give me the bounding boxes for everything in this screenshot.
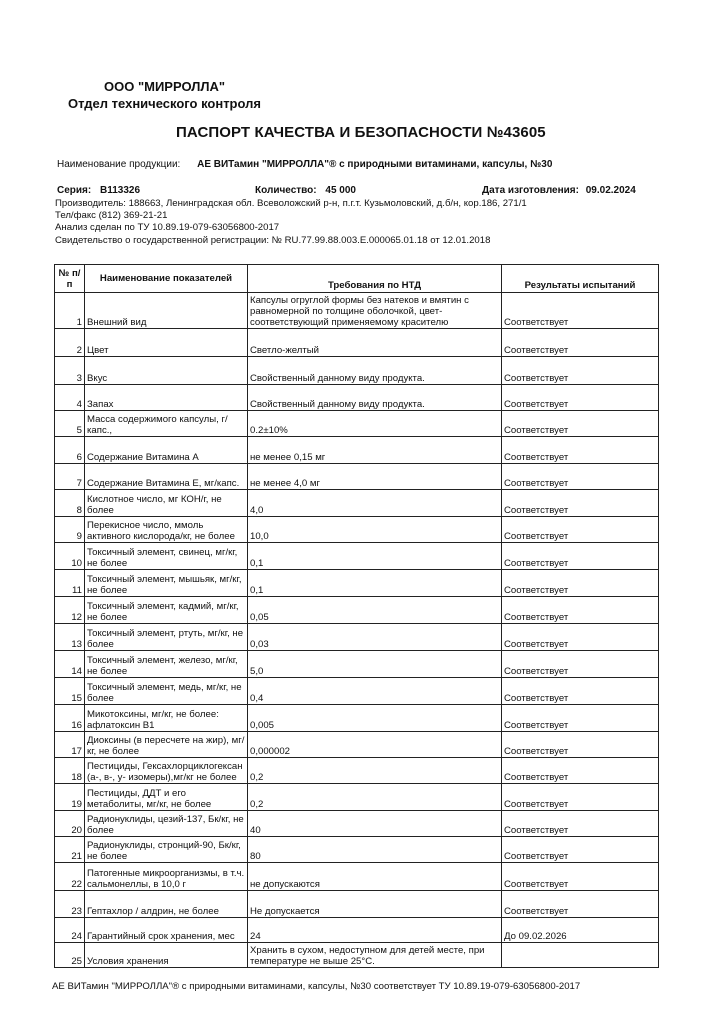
table-row — [55, 758, 659, 784]
row-indicator: Условия хранения — [85, 943, 248, 968]
product-label: Наименование продукции: — [57, 159, 181, 170]
header-result: Результаты испытаний — [502, 265, 659, 293]
row-result: Соответствует — [502, 385, 659, 411]
row-requirement: Не допускается — [248, 891, 502, 918]
table-row — [55, 464, 659, 490]
row-indicator: Запах — [85, 385, 248, 411]
row-result: Соответствует — [502, 758, 659, 784]
row-num: 15 — [55, 678, 85, 705]
row-requirement: 0.2±10% — [248, 411, 502, 437]
row-indicator: Токсичный элемент, кадмий, мг/кг, не более — [85, 597, 248, 624]
table-row — [55, 651, 659, 678]
date-value: 09.02.2024 — [585, 185, 636, 196]
row-result: Соответствует — [502, 837, 659, 863]
row-indicator: Кислотное число, мг КОН/г, не более — [85, 490, 248, 517]
analysis-info: Анализ сделан по ТУ 10.89.19-079-63056800-2017 — [55, 222, 280, 233]
table-row — [55, 437, 659, 464]
footer-statement: АЕ ВИТамин "МИРРОЛЛА"® с природными витаминами, капсулы, №30 соответствует ТУ 10.89.19-079-63056800-2017 — [52, 981, 581, 992]
row-requirement: 0,1 — [248, 543, 502, 570]
row-indicator: Содержание Витамина Е, мг/капс. — [85, 464, 248, 490]
row-indicator: Токсичный элемент, мышьяк, мг/кг, не более — [85, 570, 248, 597]
row-result: Соответствует — [502, 651, 659, 678]
row-num: 5 — [55, 411, 85, 437]
row-indicator: Перекисное число, ммоль активного кислорода/кг, не более — [85, 517, 248, 543]
row-num: 13 — [55, 624, 85, 651]
row-num: 17 — [55, 732, 85, 758]
row-num: 2 — [55, 329, 85, 357]
table-row — [55, 490, 659, 517]
manufacturer-info: Производитель: 188663, Ленинградская обл. Всеволожский р-н, п.г.т. Кузьмоловский, д.б/н, кор.186, 271/1 — [55, 198, 527, 209]
row-result: До 09.02.2026 — [502, 918, 659, 943]
row-num: 6 — [55, 437, 85, 464]
row-indicator: Пестициды, ДДТ и его метаболиты, мг/кг, не более — [85, 784, 248, 811]
row-requirement: Капсулы огруглой формы без натеков и вмятин с равномерной по толщине оболочкой, цвет-соответствующий применяемому красителю — [248, 293, 502, 329]
row-result: Соответствует — [502, 811, 659, 837]
row-num: 25 — [55, 943, 85, 968]
row-requirement: 5,0 — [248, 651, 502, 678]
row-num: 24 — [55, 918, 85, 943]
row-result: Соответствует — [502, 624, 659, 651]
quality-table — [54, 264, 659, 968]
row-result: Соответствует — [502, 732, 659, 758]
row-result — [502, 943, 659, 968]
series-field — [57, 185, 140, 196]
table-row — [55, 837, 659, 863]
row-num: 3 — [55, 357, 85, 385]
table-row — [55, 597, 659, 624]
row-result: Соответствует — [502, 517, 659, 543]
row-result: Соответствует — [502, 357, 659, 385]
row-result: Соответствует — [502, 705, 659, 732]
page-title: ПАСПОРТ КАЧЕСТВА И БЕЗОПАСНОСТИ №43605 — [176, 124, 546, 141]
row-requirement: Светло-желтый — [248, 329, 502, 357]
row-indicator: Гарантийный срок хранения, мес — [85, 918, 248, 943]
org-name: ООО "МИРРОЛЛА" — [104, 79, 226, 94]
row-num: 22 — [55, 863, 85, 891]
series-value: В113326 — [100, 185, 141, 196]
row-requirement: 0,03 — [248, 624, 502, 651]
table-row — [55, 863, 659, 891]
table-row — [55, 784, 659, 811]
row-result: Соответствует — [502, 293, 659, 329]
table-row — [55, 385, 659, 411]
table-row — [55, 918, 659, 943]
row-indicator: Токсичный элемент, свинец, мг/кг, не более — [85, 543, 248, 570]
row-result: Соответствует — [502, 437, 659, 464]
product-line — [57, 159, 552, 170]
row-indicator: Цвет — [85, 329, 248, 357]
row-num: 9 — [55, 517, 85, 543]
row-requirement: не менее 4,0 мг — [248, 464, 502, 490]
row-requirement: 0,2 — [248, 758, 502, 784]
header-requirement: Требования по НТД — [248, 265, 502, 293]
row-num: 11 — [55, 570, 85, 597]
table-row — [55, 570, 659, 597]
row-num: 8 — [55, 490, 85, 517]
row-requirement: 24 — [248, 918, 502, 943]
row-indicator: Внешний вид — [85, 293, 248, 329]
row-result: Соответствует — [502, 464, 659, 490]
row-indicator: Токсичный элемент, ртуть, мг/кг, не более — [85, 624, 248, 651]
row-requirement: Свойственный данному виду продукта. — [248, 385, 502, 411]
row-requirement: 0,4 — [248, 678, 502, 705]
row-num: 12 — [55, 597, 85, 624]
row-requirement: 0,005 — [248, 705, 502, 732]
table-header-row — [55, 265, 659, 293]
table-row — [55, 517, 659, 543]
row-num: 19 — [55, 784, 85, 811]
row-result: Соответствует — [502, 543, 659, 570]
row-indicator: Токсичный элемент, медь, мг/кг, не более — [85, 678, 248, 705]
row-requirement: Хранить в сухом, недоступном для детей месте, при температуре не выше 25°С. — [248, 943, 502, 968]
row-requirement: 10,0 — [248, 517, 502, 543]
row-requirement: не менее 0,15 мг — [248, 437, 502, 464]
row-result: Соответствует — [502, 784, 659, 811]
row-requirement: Свойственный данному виду продукта. — [248, 357, 502, 385]
row-requirement: 0,2 — [248, 784, 502, 811]
row-num: 23 — [55, 891, 85, 918]
row-result: Соответствует — [502, 490, 659, 517]
table-row — [55, 411, 659, 437]
row-result: Соответствует — [502, 597, 659, 624]
quantity-field — [255, 185, 356, 196]
table-row — [55, 357, 659, 385]
product-name: АЕ ВИТамин "МИРРОЛЛА"® с природными витаминами, капсулы, №30 — [197, 159, 553, 170]
date-field — [482, 185, 636, 196]
row-indicator: Радионуклиды, стронций-90, Бк/кг, не более — [85, 837, 248, 863]
row-num: 14 — [55, 651, 85, 678]
table-row — [55, 543, 659, 570]
table-row — [55, 329, 659, 357]
row-result: Соответствует — [502, 411, 659, 437]
row-requirement: 0,1 — [248, 570, 502, 597]
row-result: Соответствует — [502, 891, 659, 918]
row-num: 16 — [55, 705, 85, 732]
row-num: 20 — [55, 811, 85, 837]
series-label: Серия: — [57, 185, 92, 196]
row-requirement: 80 — [248, 837, 502, 863]
table-row — [55, 624, 659, 651]
row-num: 21 — [55, 837, 85, 863]
row-num: 18 — [55, 758, 85, 784]
certificate-info: Свидетельство о государственной регистрации: № RU.77.99.88.003.Е.000065.01.18 от 12.01.2018 — [55, 235, 491, 246]
table-row — [55, 811, 659, 837]
row-num: 1 — [55, 293, 85, 329]
table-row — [55, 943, 659, 968]
header-indicator: Наименование показателей — [85, 265, 248, 293]
row-requirement: 0,000002 — [248, 732, 502, 758]
row-indicator: Токсичный элемент, железо, мг/кг, не более — [85, 651, 248, 678]
row-indicator: Гептахлор / алдрин, не более — [85, 891, 248, 918]
row-indicator: Пестициды, Гексахлорциклогексан (а-, в-, у- изомеры),мг/кг не более — [85, 758, 248, 784]
row-result: Соответствует — [502, 678, 659, 705]
row-num: 4 — [55, 385, 85, 411]
row-indicator: Патогенные микроорганизмы, в т.ч. сальмонеллы, в 10,0 г — [85, 863, 248, 891]
quantity-value: 45 000 — [325, 185, 356, 196]
row-requirement: не допускаются — [248, 863, 502, 891]
row-indicator: Вкус — [85, 357, 248, 385]
row-result: Соответствует — [502, 863, 659, 891]
department-name: Отдел технического контроля — [68, 96, 261, 111]
date-label: Дата изготовления: — [482, 185, 579, 196]
table-row — [55, 678, 659, 705]
row-result: Соответствует — [502, 329, 659, 357]
row-indicator: Содержание Витамина А — [85, 437, 248, 464]
row-result: Соответствует — [502, 570, 659, 597]
row-num: 7 — [55, 464, 85, 490]
row-requirement: 4,0 — [248, 490, 502, 517]
row-num: 10 — [55, 543, 85, 570]
row-requirement: 0,05 — [248, 597, 502, 624]
row-indicator: Масса содержимого капсулы, г/капс., — [85, 411, 248, 437]
header-num: № п/п — [55, 265, 85, 293]
row-indicator: Микотоксины, мг/кг, не более: афлатоксин В1 — [85, 705, 248, 732]
table-row — [55, 293, 659, 329]
row-indicator: Диоксины (в пересчете на жир), мг/кг, не более — [85, 732, 248, 758]
phone-info: Тел/факс (812) 369-21-21 — [55, 210, 168, 221]
table-row — [55, 705, 659, 732]
quantity-label: Количество: — [255, 185, 317, 196]
row-indicator: Радионуклиды, цезий-137, Бк/кг, не более — [85, 811, 248, 837]
row-requirement: 40 — [248, 811, 502, 837]
table-row — [55, 732, 659, 758]
table-row — [55, 891, 659, 918]
